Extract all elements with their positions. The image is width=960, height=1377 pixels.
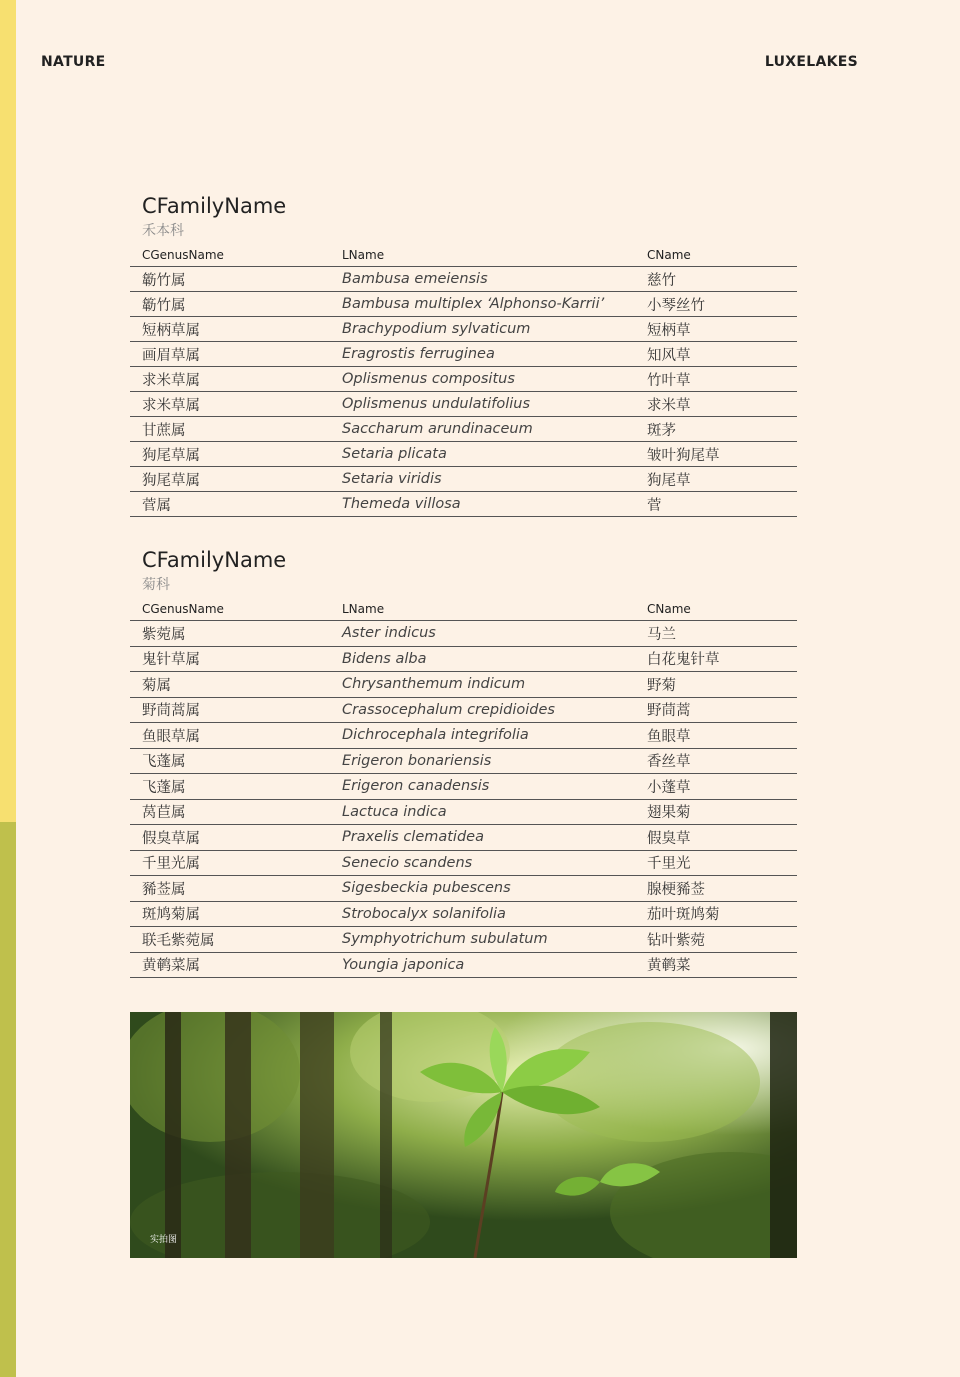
table-row [130, 774, 797, 800]
family-section-poaceae [130, 192, 797, 517]
latin-name-cell: Setaria viridis [330, 467, 635, 492]
chinese-name-cell: 菅 [635, 492, 797, 517]
chinese-name-cell: 野茼蒿 [635, 697, 797, 723]
genus-cell: 野茼蒿属 [130, 697, 330, 723]
table-row [130, 748, 797, 774]
latin-name-cell: Symphyotrichum subulatum [330, 927, 635, 953]
chinese-name-cell: 小琴丝竹 [635, 292, 797, 317]
forest-plant-photo [130, 1012, 797, 1258]
family-title: CFamilyName [142, 194, 287, 218]
chinese-name-cell: 求米草 [635, 392, 797, 417]
species-table [130, 598, 797, 978]
table-row [130, 492, 797, 517]
genus-cell: 斑鸠菊属 [130, 901, 330, 927]
genus-cell: 黄鹌菜属 [130, 952, 330, 978]
table-row [130, 267, 797, 292]
latin-name-cell: Dichrocephala integrifolia [330, 723, 635, 749]
chinese-name-cell: 钻叶紫菀 [635, 927, 797, 953]
family-title: CFamilyName [142, 548, 287, 572]
table-row [130, 342, 797, 367]
chinese-name-cell: 腺梗豨莶 [635, 876, 797, 902]
side-strip-yellow [0, 0, 16, 822]
genus-cell: 鬼针草属 [130, 646, 330, 672]
table-header-row [130, 598, 797, 621]
table-row [130, 317, 797, 342]
table-row [130, 952, 797, 978]
chinese-name-cell: 斑茅 [635, 417, 797, 442]
family-section-asteraceae [130, 546, 797, 978]
column-header-latin-name: LName [330, 244, 635, 267]
chinese-name-cell: 翅果菊 [635, 799, 797, 825]
latin-name-cell: Praxelis clematidea [330, 825, 635, 851]
latin-name-cell: Strobocalyx solanifolia [330, 901, 635, 927]
latin-name-cell: Chrysanthemum indicum [330, 672, 635, 698]
table-row [130, 927, 797, 953]
latin-name-cell: Saccharum arundinaceum [330, 417, 635, 442]
chinese-name-cell: 竹叶草 [635, 367, 797, 392]
chinese-name-cell: 香丝草 [635, 748, 797, 774]
genus-cell: 短柄草属 [130, 317, 330, 342]
table-row [130, 901, 797, 927]
table-row [130, 876, 797, 902]
genus-cell: 求米草属 [130, 367, 330, 392]
latin-name-cell: Senecio scandens [330, 850, 635, 876]
latin-name-cell: Oplismenus compositus [330, 367, 635, 392]
genus-cell: 菅属 [130, 492, 330, 517]
latin-name-cell: Erigeron bonariensis [330, 748, 635, 774]
header-left-label: NATURE [41, 54, 106, 70]
genus-cell: 紫菀属 [130, 621, 330, 647]
chinese-name-cell: 野菊 [635, 672, 797, 698]
latin-name-cell: Youngia japonica [330, 952, 635, 978]
chinese-name-cell: 马兰 [635, 621, 797, 647]
genus-cell: 簕竹属 [130, 292, 330, 317]
latin-name-cell: Crassocephalum crepidioides [330, 697, 635, 723]
genus-cell: 假臭草属 [130, 825, 330, 851]
latin-name-cell: Sigesbeckia pubescens [330, 876, 635, 902]
table-row [130, 799, 797, 825]
genus-cell: 豨莶属 [130, 876, 330, 902]
latin-name-cell: Oplismenus undulatifolius [330, 392, 635, 417]
latin-name-cell: Bidens alba [330, 646, 635, 672]
genus-cell: 画眉草属 [130, 342, 330, 367]
chinese-name-cell: 黄鹌菜 [635, 952, 797, 978]
chinese-name-cell: 假臭草 [635, 825, 797, 851]
family-chinese-name: 禾本科 [142, 223, 184, 239]
chinese-name-cell: 鱼眼草 [635, 723, 797, 749]
table-row [130, 723, 797, 749]
photo-caption: 实拍图 [150, 1235, 178, 1245]
table-row [130, 697, 797, 723]
chinese-name-cell: 茄叶斑鸠菊 [635, 901, 797, 927]
table-row [130, 467, 797, 492]
table-row [130, 850, 797, 876]
genus-cell: 求米草属 [130, 392, 330, 417]
genus-cell: 狗尾草属 [130, 467, 330, 492]
genus-cell: 簕竹属 [130, 267, 330, 292]
genus-cell: 飞蓬属 [130, 748, 330, 774]
genus-cell: 飞蓬属 [130, 774, 330, 800]
table-row [130, 392, 797, 417]
genus-cell: 鱼眼草属 [130, 723, 330, 749]
column-header-latin-name: LName [330, 598, 635, 621]
genus-cell: 莴苣属 [130, 799, 330, 825]
genus-cell: 联毛紫菀属 [130, 927, 330, 953]
chinese-name-cell: 狗尾草 [635, 467, 797, 492]
chinese-name-cell: 皱叶狗尾草 [635, 442, 797, 467]
column-header-chinese-name: CName [635, 244, 797, 267]
chinese-name-cell: 慈竹 [635, 267, 797, 292]
table-row [130, 367, 797, 392]
chinese-name-cell: 短柄草 [635, 317, 797, 342]
table-row [130, 672, 797, 698]
photo-illustration [130, 1012, 797, 1258]
header-right-label: LUXELAKES [764, 54, 858, 70]
chinese-name-cell: 小蓬草 [635, 774, 797, 800]
latin-name-cell: Themeda villosa [330, 492, 635, 517]
chinese-name-cell: 千里光 [635, 850, 797, 876]
latin-name-cell: Erigeron canadensis [330, 774, 635, 800]
family-chinese-name: 菊科 [142, 577, 170, 593]
latin-name-cell: Lactuca indica [330, 799, 635, 825]
latin-name-cell: Setaria plicata [330, 442, 635, 467]
latin-name-cell: Aster indicus [330, 621, 635, 647]
side-strip-green [0, 822, 16, 1377]
table-row [130, 621, 797, 647]
genus-cell: 甘蔗属 [130, 417, 330, 442]
table-body [130, 621, 797, 978]
latin-name-cell: Brachypodium sylvaticum [330, 317, 635, 342]
species-table [130, 244, 797, 517]
column-header-chinese-name: CName [635, 598, 797, 621]
table-row [130, 646, 797, 672]
table-header-row [130, 244, 797, 267]
chinese-name-cell: 白花鬼针草 [635, 646, 797, 672]
table-row [130, 442, 797, 467]
latin-name-cell: Bambusa multiplex ‘Alphonso-Karrii’ [330, 292, 635, 317]
table-row [130, 825, 797, 851]
genus-cell: 狗尾草属 [130, 442, 330, 467]
genus-cell: 菊属 [130, 672, 330, 698]
chinese-name-cell: 知风草 [635, 342, 797, 367]
column-header-genus: CGenusName [130, 244, 330, 267]
table-row [130, 417, 797, 442]
latin-name-cell: Eragrostis ferruginea [330, 342, 635, 367]
table-body [130, 267, 797, 517]
genus-cell: 千里光属 [130, 850, 330, 876]
latin-name-cell: Bambusa emeiensis [330, 267, 635, 292]
column-header-genus: CGenusName [130, 598, 330, 621]
table-row [130, 292, 797, 317]
